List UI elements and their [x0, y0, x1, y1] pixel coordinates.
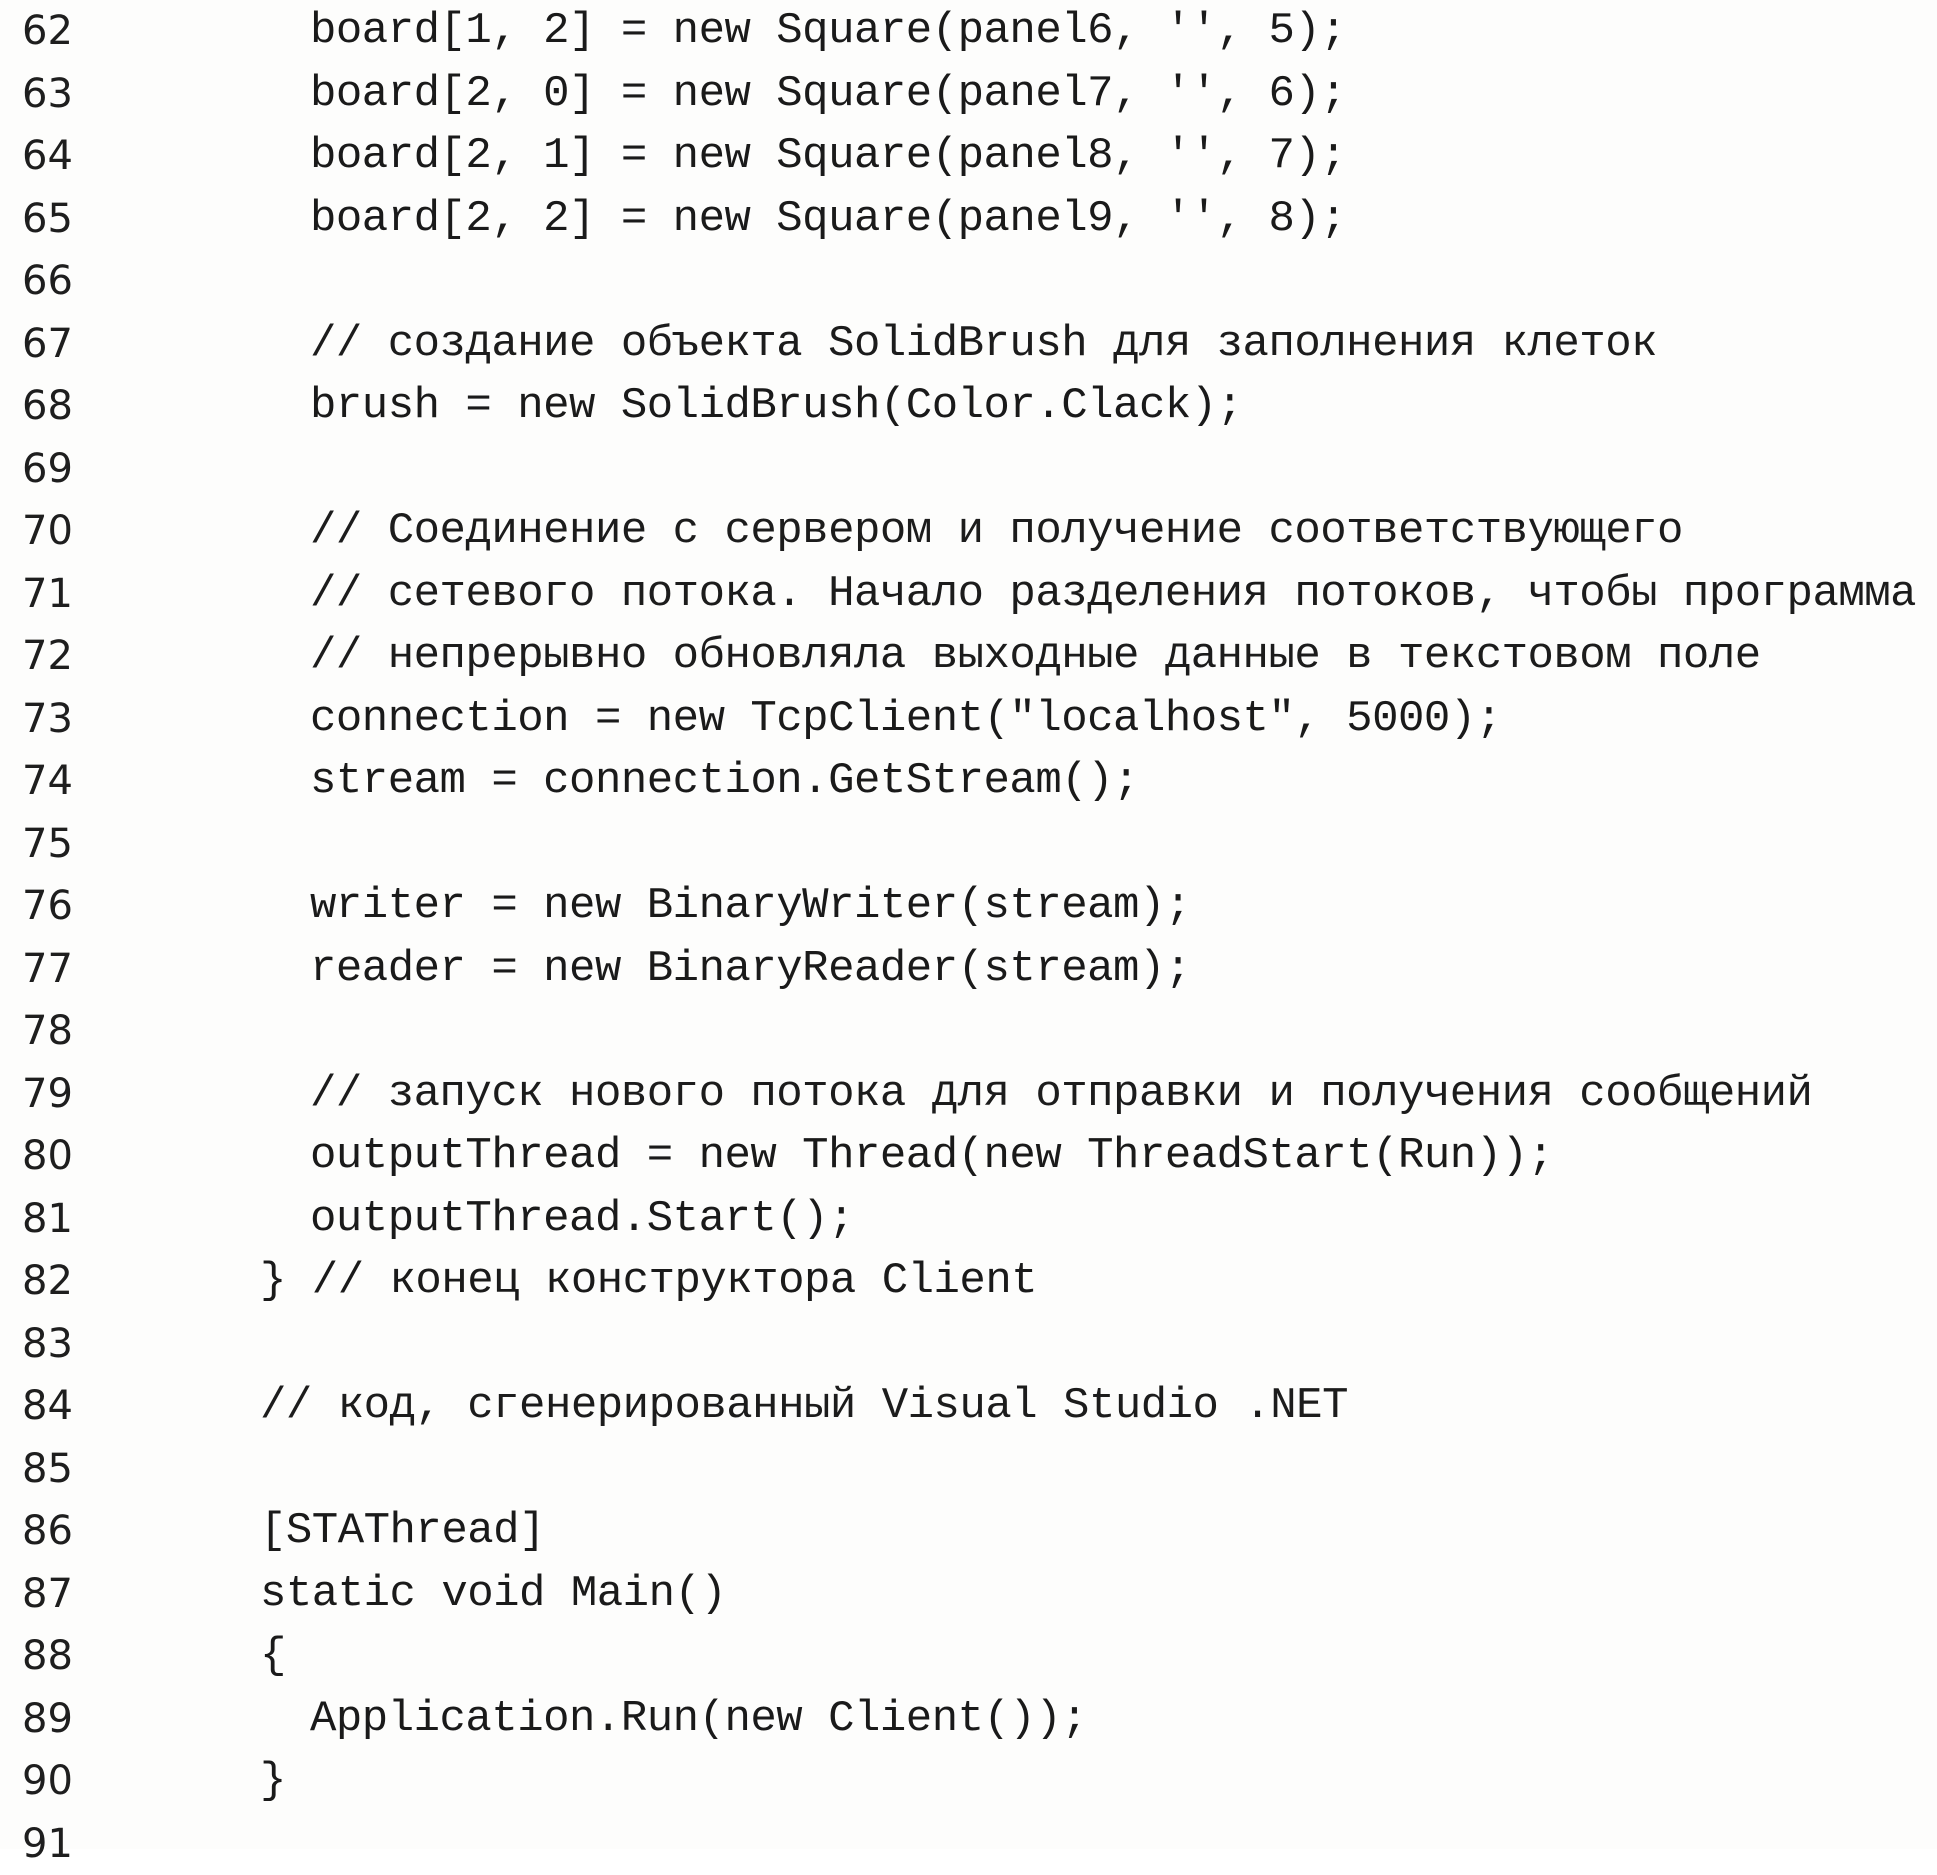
line-number: 62	[22, 8, 260, 54]
code-line	[22, 1500, 1922, 1563]
code-text: stream = connection.GetStream();	[310, 756, 1139, 806]
code-line	[22, 438, 1922, 501]
code-line	[22, 750, 1922, 813]
code-comment: // код, сгенерированный Visual Studio .NET	[260, 1381, 1348, 1431]
line-number: 83	[22, 1321, 260, 1367]
code-line	[22, 563, 1922, 626]
line-number: 81	[22, 1196, 260, 1242]
code-comment: // сетевого потока. Начало разделения потоков, чтобы программа	[310, 569, 1916, 619]
code-line	[22, 1313, 1922, 1376]
code-text: outputThread = new Thread(new ThreadStart(Run));	[310, 1131, 1553, 1181]
code-line	[22, 1250, 1922, 1313]
code-line	[22, 813, 1922, 876]
code-text: [STAThread]	[260, 1506, 545, 1556]
code-line	[22, 625, 1922, 688]
line-number: 90	[22, 1758, 260, 1804]
code-line	[22, 63, 1922, 126]
code-line	[22, 1625, 1922, 1688]
line-number: 67	[22, 321, 260, 367]
line-number: 75	[22, 821, 260, 867]
code-text: reader = new BinaryReader(stream);	[310, 944, 1191, 994]
code-text: board[2, 0] = new Square(panel7, '', 6);	[310, 69, 1346, 119]
code-line	[22, 1375, 1922, 1438]
code-line	[22, 1000, 1922, 1063]
code-text: board[1, 2] = new Square(panel6, '', 5);	[310, 6, 1346, 56]
code-text: board[2, 1] = new Square(panel8, '', 7);	[310, 131, 1346, 181]
code-line	[22, 313, 1922, 376]
line-number: 66	[22, 258, 260, 304]
code-text: connection = new TcpClient("localhost", 5000);	[310, 694, 1502, 744]
code-line	[22, 0, 1922, 63]
code-text: Application.Run(new Client());	[310, 1694, 1087, 1744]
line-number: 78	[22, 1008, 260, 1054]
code-line	[22, 1438, 1922, 1501]
code-text: board[2, 2] = new Square(panel9, '', 8);	[310, 194, 1346, 244]
code-line	[22, 500, 1922, 563]
code-line	[22, 1188, 1922, 1251]
line-number: 89	[22, 1696, 260, 1742]
line-number: 77	[22, 946, 260, 992]
code-listing	[22, 0, 1922, 1875]
line-number: 65	[22, 196, 260, 242]
code-comment: // Соединение с сервером и получение соответствующего	[310, 506, 1683, 556]
line-number: 76	[22, 883, 260, 929]
code-line	[22, 375, 1922, 438]
line-number: 80	[22, 1133, 260, 1179]
line-number: 87	[22, 1571, 260, 1617]
code-text: } // конец конструктора Client	[260, 1256, 1037, 1306]
code-line	[22, 1813, 1922, 1875]
code-line	[22, 1063, 1922, 1126]
line-number: 72	[22, 633, 260, 679]
code-line	[22, 125, 1922, 188]
code-comment: // запуск нового потока для отправки и получения сообщений	[310, 1069, 1812, 1119]
code-comment: // создание объекта SolidBrush для заполнения клеток	[310, 319, 1657, 369]
line-number: 71	[22, 571, 260, 617]
code-line	[22, 1563, 1922, 1626]
line-number: 64	[22, 133, 260, 179]
code-line	[22, 875, 1922, 938]
line-number: 84	[22, 1383, 260, 1429]
code-line	[22, 688, 1922, 751]
code-line	[22, 1688, 1922, 1751]
code-line	[22, 188, 1922, 251]
line-number: 85	[22, 1446, 260, 1492]
line-number: 88	[22, 1633, 260, 1679]
code-line	[22, 1750, 1922, 1813]
code-line	[22, 938, 1922, 1001]
code-comment: // непрерывно обновляла выходные данные в текстовом поле	[310, 631, 1761, 681]
code-text: writer = new BinaryWriter(stream);	[310, 881, 1191, 931]
line-number: 86	[22, 1508, 260, 1554]
line-number: 79	[22, 1071, 260, 1117]
code-line	[22, 1125, 1922, 1188]
line-number: 70	[22, 508, 260, 554]
line-number: 69	[22, 446, 260, 492]
line-number: 73	[22, 696, 260, 742]
line-number: 91	[22, 1821, 260, 1867]
code-text: static void Main()	[260, 1569, 726, 1619]
code-text: }	[260, 1756, 286, 1806]
code-text: brush = new SolidBrush(Color.Clack);	[310, 381, 1243, 431]
code-text: outputThread.Start();	[310, 1194, 854, 1244]
line-number: 63	[22, 71, 260, 117]
line-number: 68	[22, 383, 260, 429]
line-number: 74	[22, 758, 260, 804]
line-number: 82	[22, 1258, 260, 1304]
code-text: {	[260, 1631, 286, 1681]
code-line	[22, 250, 1922, 313]
